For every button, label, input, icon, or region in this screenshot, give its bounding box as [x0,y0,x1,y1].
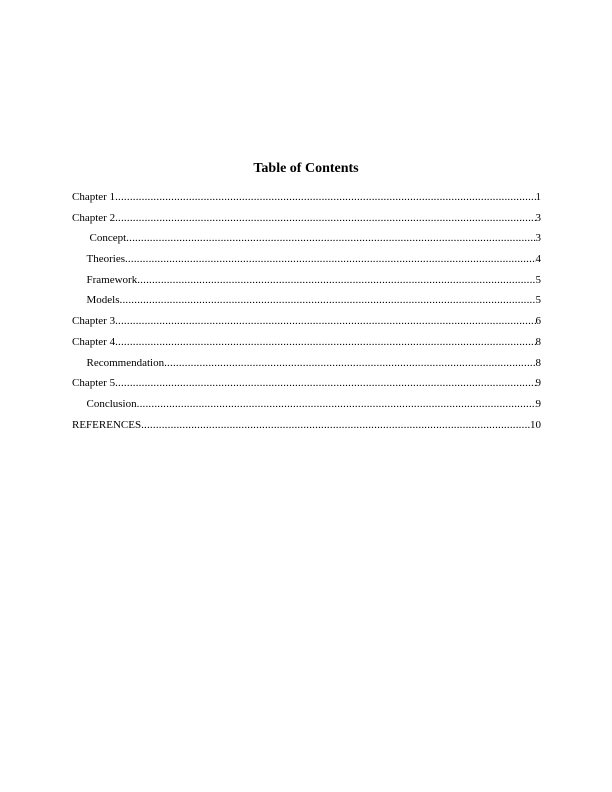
toc-entry-label: Chapter 1 [72,191,116,203]
toc-entry-label: Chapter 5 [72,377,116,390]
toc-dot-leader [125,252,536,266]
toc-entry-page-number: 8 [535,356,541,369]
toc-entry-label: REFERENCES [72,418,142,431]
toc-list [72,190,541,438]
toc-entry-page-number: 3 [535,211,541,224]
toc-entry-label: Framework [86,273,138,286]
toc-title: Table of Contents [253,161,359,176]
toc-entry-page-number: 5 [535,294,541,307]
toc-entry-label: Chapter 3 [72,315,116,328]
toc-entry-chapter-5[interactable] [72,376,541,397]
toc-entry-conclusion[interactable] [72,397,541,418]
toc-entry-page-number: 9 [535,377,541,390]
toc-entry-chapter-3[interactable] [72,314,541,335]
toc-entry-page-number: 10 [530,418,541,431]
toc-entry-theories[interactable] [72,252,541,273]
toc-dot-leader [115,190,535,204]
toc-entry-label: Chapter 2 [72,211,116,224]
toc-entry-page-number: 5 [535,273,541,286]
toc-dot-leader [115,335,535,349]
toc-entry-label: Theories [86,253,125,266]
toc-dot-leader [126,231,535,245]
toc-dot-leader [137,273,535,287]
toc-entry-chapter-2[interactable] [72,211,541,232]
toc-dot-leader [115,211,535,225]
toc-entry-label: Conclusion [86,397,137,410]
toc-entry-page-number: 1 [535,191,541,203]
toc-entry-page-number: 4 [535,253,541,266]
toc-entry-models[interactable] [72,293,541,314]
toc-entry-label: Chapter 4 [72,335,116,348]
toc-dot-leader [137,397,536,411]
toc-dot-leader [115,314,535,328]
toc-dot-leader [115,376,535,390]
toc-entry-page-number: 3 [535,232,541,245]
toc-entry-label: Concept [89,232,127,245]
toc-dot-leader [164,356,535,370]
toc-entry-label: Models [86,294,120,307]
toc-entry-concept[interactable] [72,231,541,252]
toc-entry-references[interactable] [72,418,541,439]
toc-entry-page-number: 8 [535,335,541,348]
toc-entry-page-number: 6 [535,315,541,328]
toc-entry-recommendation[interactable] [72,356,541,377]
toc-entry-page-number: 9 [535,397,541,410]
toc-entry-framework[interactable] [72,273,541,294]
toc-entry-chapter-1[interactable] [72,190,541,211]
toc-dot-leader [120,293,536,307]
toc-dot-leader [141,418,530,432]
toc-entry-chapter-4[interactable] [72,335,541,356]
toc-entry-label: Recommendation [86,356,165,369]
